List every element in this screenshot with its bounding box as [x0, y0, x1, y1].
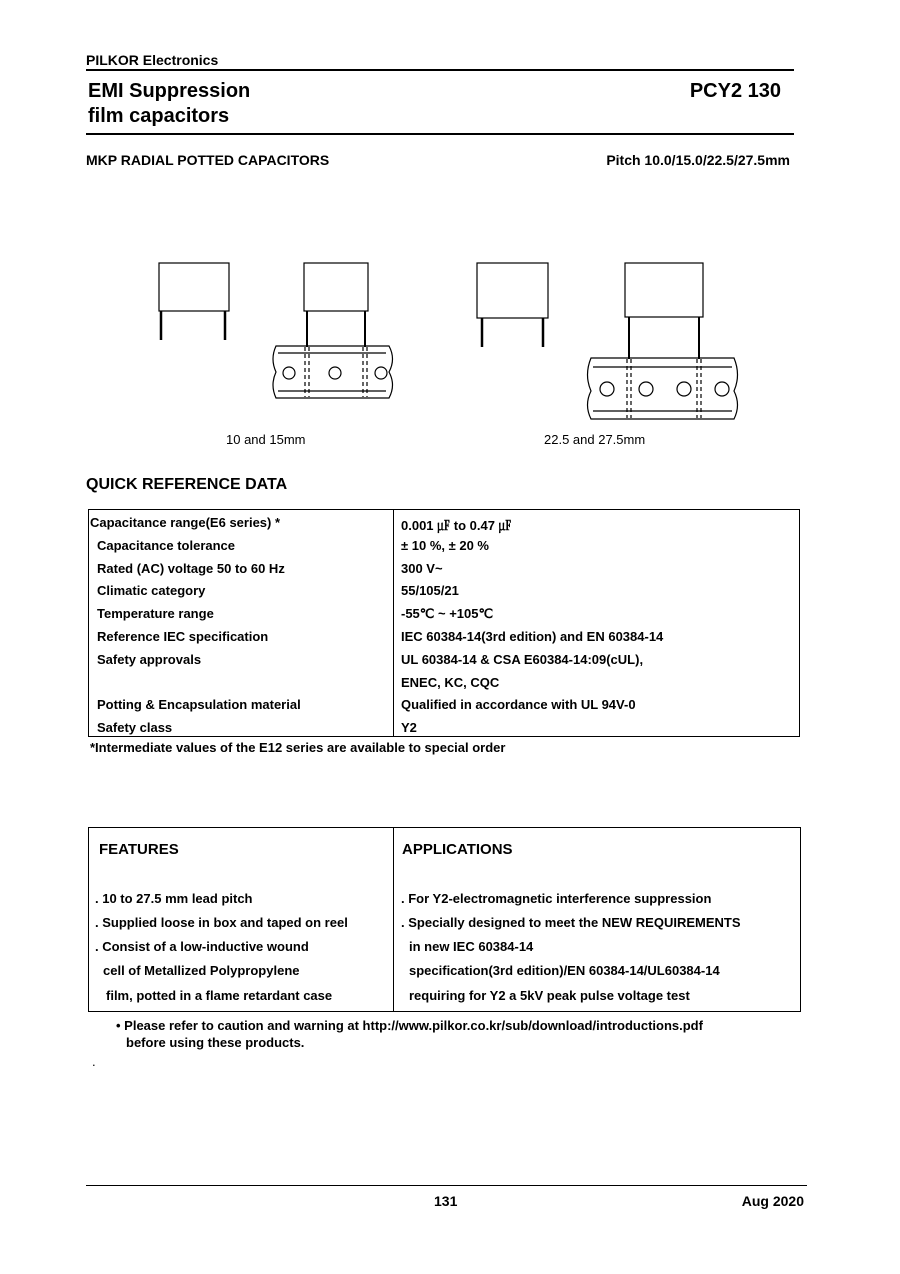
- quick-reference-heading: QUICK REFERENCE DATA: [86, 476, 288, 493]
- spec-label: Reference IEC specification: [97, 629, 269, 644]
- table-footnote: *Intermediate values of the E12 series are available to special order: [90, 740, 506, 755]
- trailing-dot: .: [92, 1054, 96, 1069]
- spec-row: [89, 715, 799, 738]
- table-divider: [393, 828, 394, 1011]
- application-item: in new IEC 60384-14: [409, 939, 534, 954]
- quick-reference-table: [88, 509, 800, 737]
- spec-value: -55℃ ~ +105℃: [401, 606, 494, 621]
- spec-row: [89, 670, 799, 693]
- application-item: . For Y2-electromagnetic interference suppression: [401, 891, 712, 906]
- caution-notice: [116, 1017, 703, 1051]
- feature-item: . Consist of a low-inductive wound: [95, 939, 309, 954]
- document-title: [88, 79, 250, 129]
- spec-row: [89, 556, 799, 579]
- publication-date: Aug 2020: [741, 1193, 804, 1209]
- small-capacitor-taped: [273, 263, 393, 398]
- spec-label: Potting & Encapsulation material: [97, 697, 301, 712]
- spec-value: UL 60384-14 & CSA E60384-14:09(cUL),: [401, 652, 644, 667]
- spec-value: ENEC, KC, CQC: [401, 675, 500, 690]
- spec-row: [89, 533, 799, 556]
- spec-row: [89, 510, 799, 533]
- large-capacitor-loose: [477, 263, 548, 347]
- page-number: 131: [434, 1193, 458, 1209]
- features-heading: FEATURES: [99, 841, 179, 858]
- spec-value: Y2: [401, 720, 417, 735]
- feature-item: film, potted in a flame retardant case: [106, 988, 333, 1003]
- spec-value: IEC 60384-14(3rd edition) and EN 60384-14: [401, 629, 664, 644]
- spec-label: Capacitance range(E6 series) *: [90, 515, 281, 530]
- spec-row: [89, 601, 799, 624]
- header-rule: [86, 69, 794, 71]
- spec-label: Safety class: [97, 720, 173, 735]
- feature-item: cell of Metallized Polypropylene: [103, 963, 300, 978]
- caption-small-pitch: 10 and 15mm: [226, 432, 306, 447]
- company-name: PILKOR Electronics: [86, 52, 219, 68]
- spec-row: [89, 692, 799, 715]
- title-rule: [86, 133, 794, 135]
- feature-item: . Supplied loose in box and taped on reel: [95, 915, 348, 930]
- spec-value: Qualified in accordance with UL 94V-0: [401, 697, 636, 712]
- part-number: PCY2 130: [689, 80, 781, 102]
- spec-label: Rated (AC) voltage 50 to 60 Hz: [97, 561, 285, 576]
- application-item: specification(3rd edition)/EN 60384-14/UL60384-14: [409, 963, 720, 978]
- footer-rule: [86, 1185, 807, 1186]
- pitch-info: Pitch 10.0/15.0/22.5/27.5mm: [606, 152, 790, 168]
- spec-value: 0.001 ㎌ to 0.47 ㎌: [401, 518, 512, 533]
- spec-label: Safety approvals: [97, 652, 202, 667]
- spec-value: 300 V~: [401, 561, 443, 576]
- large-capacitor-taped: [588, 263, 738, 419]
- capacitor-drawings: [150, 255, 750, 425]
- title-line-2: film capacitors: [88, 105, 230, 127]
- application-item: . Specially designed to meet the NEW REQUIREMENTS: [401, 915, 741, 930]
- spec-row: [89, 578, 799, 601]
- spec-label: Climatic category: [97, 583, 206, 598]
- spec-label: Temperature range: [97, 606, 214, 621]
- spec-row: [89, 647, 799, 670]
- applications-heading: APPLICATIONS: [402, 841, 513, 858]
- caution-line-1: • Please refer to caution and warning at http://www.pilkor.co.kr/sub/download/introductions.pdf: [116, 1018, 703, 1033]
- spec-value: 55/105/21: [401, 583, 459, 598]
- title-line-1: EMI Suppression: [88, 80, 251, 102]
- caution-line-2: before using these products.: [126, 1035, 305, 1050]
- spec-value: ± 10 %, ± 20 %: [401, 538, 489, 553]
- application-item: requiring for Y2 a 5kV peak pulse voltage test: [409, 988, 690, 1003]
- small-capacitor-loose: [159, 263, 229, 340]
- spec-label: Capacitance tolerance: [97, 538, 236, 553]
- spec-row: [89, 624, 799, 647]
- product-subtitle: MKP RADIAL POTTED CAPACITORS: [86, 152, 330, 168]
- feature-item: . 10 to 27.5 mm lead pitch: [95, 891, 253, 906]
- caption-large-pitch: 22.5 and 27.5mm: [544, 432, 646, 447]
- features-applications-table: [88, 827, 801, 1012]
